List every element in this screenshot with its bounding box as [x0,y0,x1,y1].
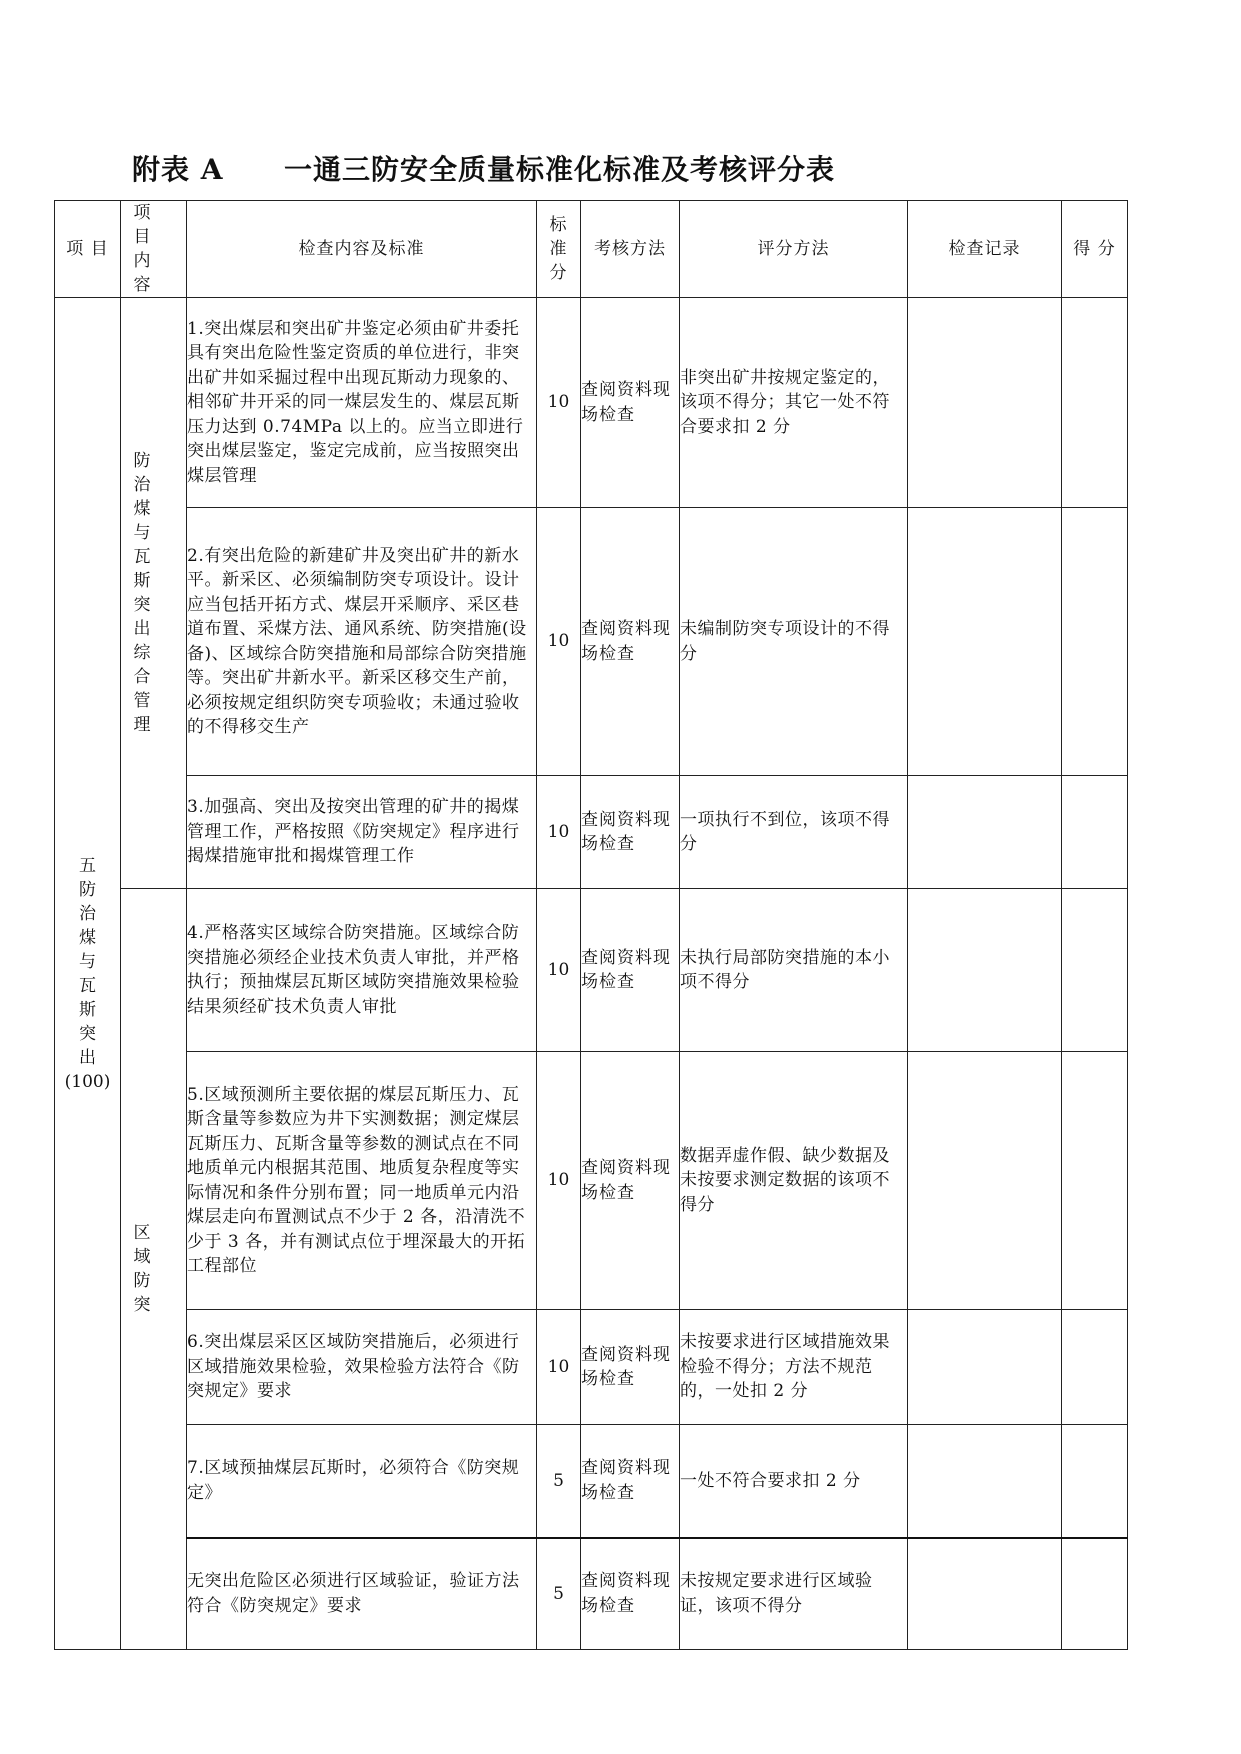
check-record-cell[interactable] [908,776,1062,889]
table-row [55,298,1128,508]
table-row [55,776,1128,889]
group-cell-regional [121,889,187,1650]
assess-method: 查阅资料现场检查 [581,298,680,508]
check-content: 7.区域预抽煤层瓦斯时，必须符合《防突规定》 [187,1425,537,1538]
table-row [55,1425,1128,1538]
standard-score: 10 [537,508,581,776]
check-content: 2.有突出危险的新建矿井及突出矿井的新水平。新采区、必须编制防突专项设计。设计应当包括开拓方式、煤层开采顺序、采区巷道布置、采煤方法、通风系统、防突措施(设备)、区域综合防突措施和局部综合防突措施等。突出矿井新水平。新采区移交生产前，必须按规定组织防突专项验收；未通过验收的不得移交生产 [187,508,537,776]
scoring-method: 未编制防突专项设计的不得分 [680,508,908,776]
standard-score: 10 [537,889,581,1052]
standard-score: 10 [537,298,581,508]
standard-score: 10 [537,1310,581,1425]
assess-method: 查阅资料现场检查 [581,1310,680,1425]
check-record-cell[interactable] [908,1538,1062,1650]
check-record-cell[interactable] [908,508,1062,776]
standard-score: 10 [537,1052,581,1310]
project-points: (100) [64,1071,111,1092]
scoring-method: 一项执行不到位，该项不得分 [680,776,908,889]
group-label: 防 治 煤 与 瓦 斯 突 出 综 合 管 理 [133,451,159,735]
assess-method: 查阅资料现场检查 [581,1425,680,1538]
score-cell[interactable] [1062,1538,1128,1650]
score-cell[interactable] [1062,1310,1128,1425]
check-record-cell[interactable] [908,298,1062,508]
score-cell[interactable] [1062,508,1128,776]
score-cell[interactable] [1062,298,1128,508]
project-label: 五防治煤与瓦斯突出 [79,855,96,1068]
scoring-method: 一处不符合要求扣 2 分 [680,1425,908,1538]
table-row [55,1310,1128,1425]
score-cell[interactable] [1062,1425,1128,1538]
assess-method: 查阅资料现场检查 [581,1052,680,1310]
project-cell [55,298,121,1650]
score-cell[interactable] [1062,776,1128,889]
table-row [55,1538,1128,1650]
group-label: 区 域 防 突 [133,1223,159,1315]
header-project: 项 目 [55,201,121,298]
check-record-cell[interactable] [908,889,1062,1052]
scoring-method: 数据弄虚作假、缺少数据及未按要求测定数据的该项不得分 [680,1052,908,1310]
header-score: 得 分 [1062,201,1128,298]
table-title: 一通三防安全质量标准化标准及考核评分表 [284,153,836,186]
check-record-cell[interactable] [908,1052,1062,1310]
scoring-method: 未执行局部防突措施的本小项不得分 [680,889,908,1052]
header-row [55,201,1128,298]
header-check-record: 检查记录 [908,201,1062,298]
check-content: 无突出危险区必须进行区域验证，验证方法符合《防突规定》要求 [187,1538,537,1650]
page-title [132,148,835,188]
table-row [55,508,1128,776]
header-scoring-method: 评分方法 [680,201,908,298]
header-project-content: 项 目 内 容 [121,201,187,298]
scoring-method: 未按要求进行区域措施效果检验不得分；方法不规范的，一处扣 2 分 [680,1310,908,1425]
header-check-content: 检查内容及标准 [187,201,537,298]
check-content: 5.区域预测所主要依据的煤层瓦斯压力、瓦斯含量等参数应为井下实测数据；测定煤层瓦斯压力、瓦斯含量等参数的测试点在不同地质单元内根据其范围、地质复杂程度等实际情况和条件分别布置；同一地质单元内沿煤层走向布置测试点不少于 2 各，沿清洗不少于 3 各，并有测试点位于埋深最大的开拓工程部位 [187,1052,537,1310]
check-record-cell[interactable] [908,1425,1062,1538]
check-record-cell[interactable] [908,1310,1062,1425]
standard-score: 5 [537,1538,581,1650]
standard-score: 5 [537,1425,581,1538]
standard-score: 10 [537,776,581,889]
score-cell[interactable] [1062,889,1128,1052]
table-row [55,889,1128,1052]
score-cell[interactable] [1062,1052,1128,1310]
scoring-method: 未按规定要求进行区域验证，该项不得分 [680,1538,908,1650]
group-cell-comprehensive [121,298,187,889]
header-assess-method: 考核方法 [581,201,680,298]
check-content: 6.突出煤层采区区域防突措施后，必须进行区域措施效果检验，效果检验方法符合《防突规定》要求 [187,1310,537,1425]
table-row [55,1052,1128,1310]
assess-method: 查阅资料现场检查 [581,776,680,889]
scoring-table [54,200,1128,1650]
assess-method: 查阅资料现场检查 [581,889,680,1052]
check-content: 4.严格落实区域综合防突措施。区域综合防突措施必须经企业技术负责人审批，并严格执行；预抽煤层瓦斯区域防突措施效果检验结果须经矿技术负责人审批 [187,889,537,1052]
assess-method: 查阅资料现场检查 [581,508,680,776]
check-content: 1.突出煤层和突出矿井鉴定必须由矿井委托具有突出危险性鉴定资质的单位进行，非突出矿井如采掘过程中出现瓦斯动力现象的、相邻矿井开采的同一煤层发生的、煤层瓦斯压力达到 0.74MPa 以上的。应当立即进行突出煤层鉴定，鉴定完成前，应当按照突出煤层管理 [187,298,537,508]
appendix-code: 附表 A [132,153,224,186]
check-content: 3.加强高、突出及按突出管理的矿井的揭煤管理工作，严格按照《防突规定》程序进行揭煤措施审批和揭煤管理工作 [187,776,537,889]
scoring-method: 非突出矿井按规定鉴定的，该项不得分；其它一处不符合要求扣 2 分 [680,298,908,508]
header-standard-score: 标准分 [537,201,581,298]
assess-method: 查阅资料现场检查 [581,1538,680,1650]
